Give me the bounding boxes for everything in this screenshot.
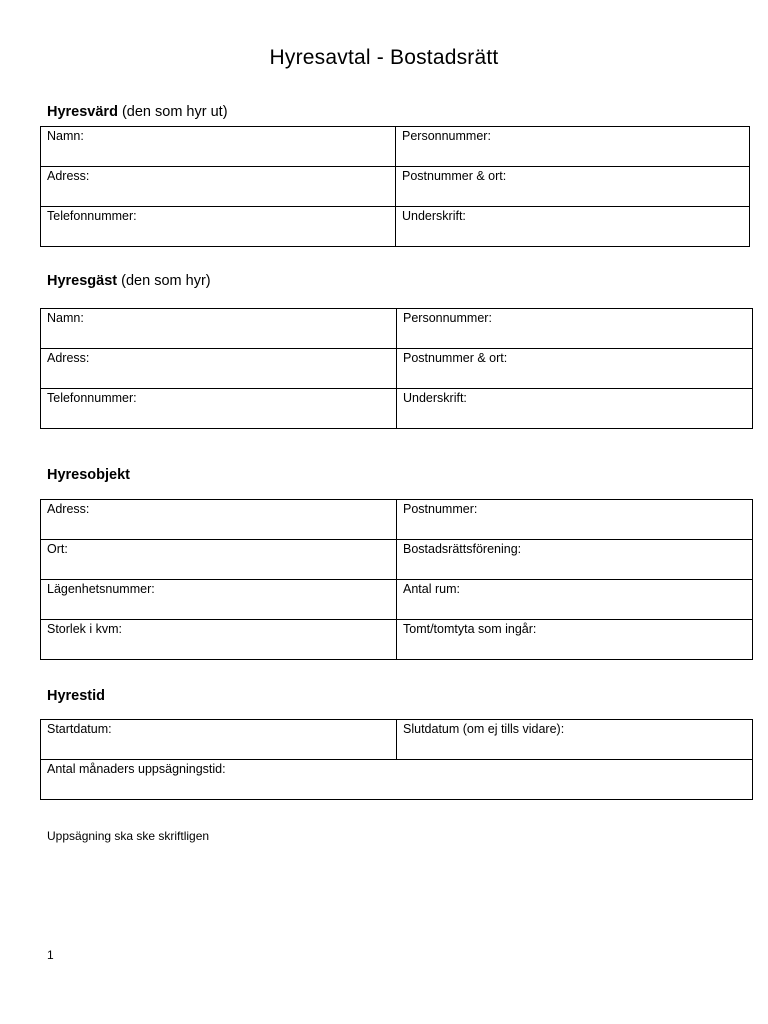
rental-object-heading bbox=[47, 467, 130, 483]
object-plot-area-field[interactable]: Tomt/tomtyta som ingår: bbox=[397, 620, 753, 660]
tenant-heading bbox=[47, 273, 211, 289]
table-row bbox=[41, 540, 753, 580]
rental-period-heading bbox=[47, 688, 105, 704]
tenant-table bbox=[40, 308, 753, 429]
landlord-table bbox=[40, 126, 750, 247]
table-row bbox=[41, 207, 750, 247]
table-row bbox=[41, 500, 753, 540]
rental-object-table bbox=[40, 499, 753, 660]
landlord-personal-number-field[interactable]: Personnummer: bbox=[396, 127, 750, 167]
landlord-heading bbox=[47, 104, 228, 120]
table-row bbox=[41, 127, 750, 167]
tenant-address-field[interactable]: Adress: bbox=[41, 349, 397, 389]
tenant-phone-field[interactable]: Telefonnummer: bbox=[41, 389, 397, 429]
object-housing-association-field[interactable]: Bostadsrättsförening: bbox=[397, 540, 753, 580]
rental-period-table bbox=[40, 719, 753, 800]
landlord-address-field[interactable]: Adress: bbox=[41, 167, 396, 207]
table-row bbox=[41, 580, 753, 620]
table-row bbox=[41, 349, 753, 389]
landlord-heading-bold: Hyresvärd bbox=[47, 104, 118, 120]
tenant-signature-field[interactable]: Underskrift: bbox=[397, 389, 753, 429]
landlord-name-field[interactable]: Namn: bbox=[41, 127, 396, 167]
tenant-postcode-city-field[interactable]: Postnummer & ort: bbox=[397, 349, 753, 389]
tenant-heading-bold: Hyresgäst bbox=[47, 273, 118, 289]
tenant-name-field[interactable]: Namn: bbox=[41, 309, 397, 349]
landlord-signature-field[interactable]: Underskrift: bbox=[396, 207, 750, 247]
start-date-field[interactable]: Startdatum: bbox=[41, 720, 397, 760]
document-title: Hyresavtal - Bostadsrätt bbox=[269, 46, 499, 69]
landlord-phone-field[interactable]: Telefonnummer: bbox=[41, 207, 396, 247]
object-apartment-number-field[interactable]: Lägenhetsnummer: bbox=[41, 580, 397, 620]
object-room-count-field[interactable]: Antal rum: bbox=[397, 580, 753, 620]
table-row bbox=[41, 167, 750, 207]
table-row bbox=[41, 309, 753, 349]
table-row bbox=[41, 720, 753, 760]
notice-period-field[interactable]: Antal månaders uppsägningstid: bbox=[41, 760, 753, 800]
table-row bbox=[41, 389, 753, 429]
page-number: 1 bbox=[47, 948, 54, 962]
object-postcode-field[interactable]: Postnummer: bbox=[397, 500, 753, 540]
landlord-heading-note: (den som hyr ut) bbox=[117, 104, 228, 120]
tenant-personal-number-field[interactable]: Personnummer: bbox=[397, 309, 753, 349]
end-date-field[interactable]: Slutdatum (om ej tills vidare): bbox=[397, 720, 753, 760]
rental-object-heading-bold: Hyresobjekt bbox=[47, 467, 131, 483]
table-row bbox=[41, 620, 753, 660]
table-row bbox=[41, 760, 753, 800]
object-address-field[interactable]: Adress: bbox=[41, 500, 397, 540]
object-city-field[interactable]: Ort: bbox=[41, 540, 397, 580]
termination-note: Uppsägning ska ske skriftligen bbox=[47, 829, 210, 843]
rental-period-heading-bold: Hyrestid bbox=[47, 688, 106, 704]
tenant-heading-note: (den som hyr) bbox=[117, 273, 211, 289]
landlord-postcode-city-field[interactable]: Postnummer & ort: bbox=[396, 167, 750, 207]
object-size-sqm-field[interactable]: Storlek i kvm: bbox=[41, 620, 397, 660]
